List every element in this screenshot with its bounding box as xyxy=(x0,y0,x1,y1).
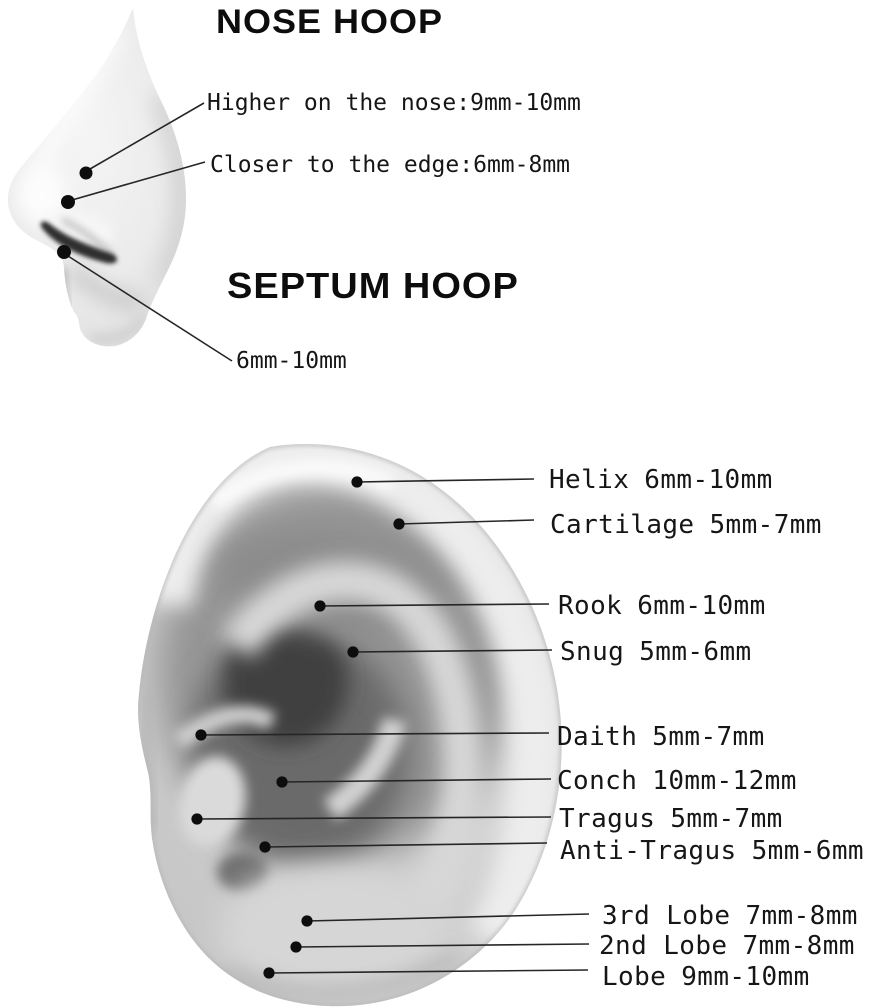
snug-dot xyxy=(347,646,358,657)
ear-label-daith xyxy=(557,724,765,750)
piercing-name: Cartilage xyxy=(550,510,695,540)
ear-label-snug xyxy=(560,639,752,665)
piercing-name: Conch xyxy=(557,766,638,796)
nose-closer-dot xyxy=(61,195,75,209)
piercing-size: 9mm-10mm xyxy=(681,962,810,992)
piercing-name: Snug xyxy=(560,637,625,667)
piercing-name: Daith xyxy=(557,722,638,752)
ear-illustration xyxy=(138,444,562,1006)
piercing-size: 10mm-12mm xyxy=(652,766,797,796)
third-lobe-dot xyxy=(301,915,312,926)
ear-label-helix xyxy=(549,467,773,493)
piercing-size: 5mm-7mm xyxy=(709,510,822,540)
tragus-dot xyxy=(191,813,202,824)
ear-label-lobe xyxy=(602,964,810,990)
nose-higher-dot xyxy=(80,167,93,180)
helix-dot xyxy=(351,476,362,487)
second-lobe-dot xyxy=(290,941,301,952)
ear-label-conch xyxy=(557,768,797,794)
cartilage-dot xyxy=(393,518,404,529)
nose-label-closer: Closer to the edge:6mm-8mm xyxy=(210,152,571,178)
ear-label-3rd-lobe xyxy=(602,903,858,929)
piercing-size: 7mm-8mm xyxy=(742,931,855,961)
ear-label-2nd-lobe xyxy=(599,933,855,959)
piercing-size: 5mm-6mm xyxy=(639,637,752,667)
nose-label-higher: Higher on the nose:9mm-10mm xyxy=(207,90,581,116)
septum-dot xyxy=(57,245,71,259)
ear-label-anti-tragus xyxy=(560,838,864,864)
nose-illustration xyxy=(8,8,186,346)
piercing-size: 7mm-8mm xyxy=(745,901,858,931)
conch-dot xyxy=(276,776,287,787)
piercing-name: Tragus xyxy=(559,804,656,834)
ear-label-cartilage xyxy=(550,512,822,538)
ear-label-tragus xyxy=(559,806,783,832)
piercing-name: Lobe xyxy=(602,962,667,992)
septum-size-label: 6mm-10mm xyxy=(236,348,347,374)
septum-hoop-title: SEPTUM HOOP xyxy=(227,266,519,307)
piercing-name: 3rd Lobe xyxy=(602,901,731,931)
piercing-name: Helix xyxy=(549,465,630,495)
anti-tragus-dot xyxy=(259,841,270,852)
piercing-size: 6mm-10mm xyxy=(644,465,773,495)
piercing-name: Rook xyxy=(558,591,623,621)
nose-hoop-title: NOSE HOOP xyxy=(216,1,444,41)
piercing-size: 5mm-6mm xyxy=(751,836,864,866)
ear-label-rook xyxy=(558,593,766,619)
piercing-size: 6mm-10mm xyxy=(637,591,766,621)
piercing-size: 5mm-7mm xyxy=(670,804,783,834)
piercing-size: 5mm-7mm xyxy=(652,722,765,752)
lobe-dot xyxy=(263,967,274,978)
piercing-name: Anti-Tragus xyxy=(560,836,737,866)
piercing-name: 2nd Lobe xyxy=(599,931,728,961)
rook-dot xyxy=(314,600,325,611)
daith-dot xyxy=(195,729,206,740)
